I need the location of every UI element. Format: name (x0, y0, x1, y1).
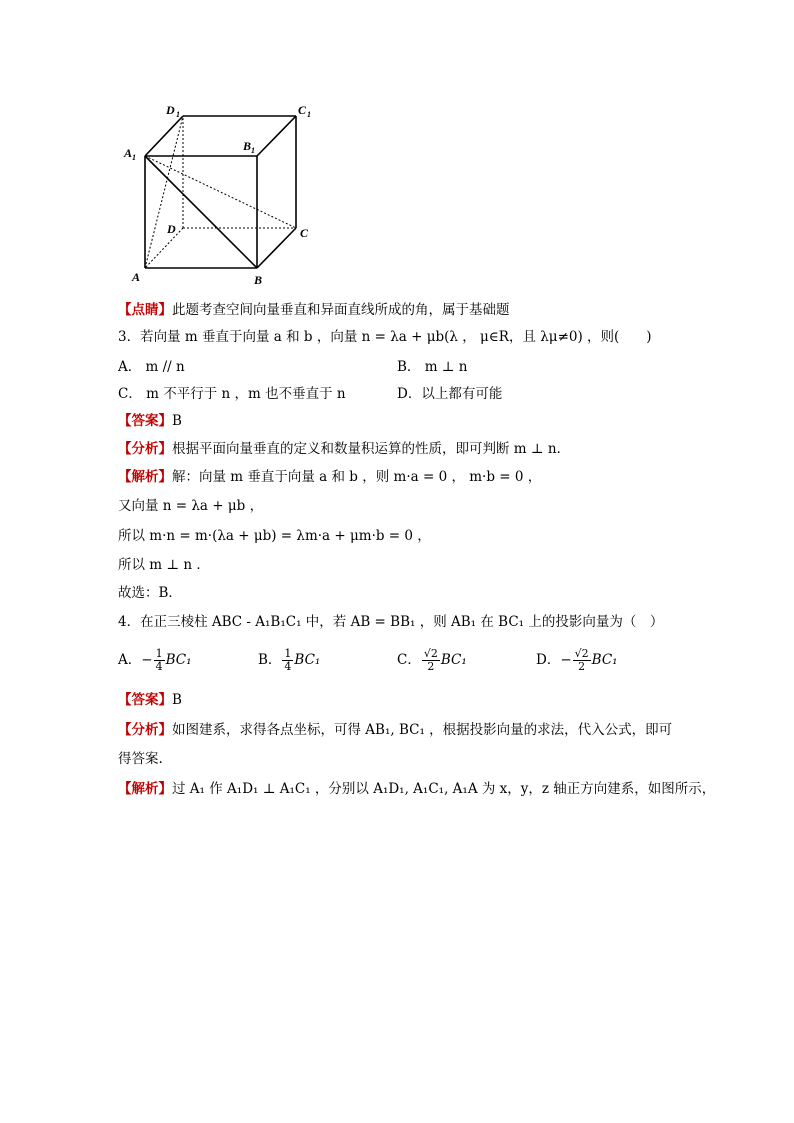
edge-d1-a1 (145, 116, 183, 156)
hidden-d-a (145, 228, 183, 268)
label-b: B (254, 273, 263, 287)
label-c1: C (298, 103, 307, 117)
q4-option-b: B． $\frac{1}{4}$ BC₁ (258, 647, 321, 673)
q4-solution: 【解析】过 A₁ 作 A₁D₁ ⊥ A₁C₁ ，分别以 A₁D₁, A₁C₁, A₁A 为 x，y，z 轴正方向建系，如图所示， (118, 781, 716, 797)
q3-analysis (118, 440, 570, 458)
label-d: D (167, 222, 176, 236)
label-b1: B (243, 139, 252, 153)
label-a: A (132, 270, 141, 284)
svg-text:1: 1 (132, 153, 136, 162)
q3-solution-line-5: 故选：B． (118, 585, 182, 601)
edge-b1-c1 (257, 116, 296, 156)
answer-tag: 【答案】 (118, 413, 172, 429)
q4-option-d: D．− $\frac{√2}{2}$ BC₁ (536, 647, 618, 673)
analysis-text: 根据平面向量垂直的定义和数量积运算的性质，即可判断 m ⊥ n． (172, 441, 571, 457)
q4-option-c: C． $\frac{√2}{2}$ BC₁ (397, 647, 467, 673)
q2-note (118, 301, 510, 319)
answer-value: B (172, 413, 182, 429)
hidden-a1-c (145, 156, 296, 228)
solution-tag: 【解析】 (118, 469, 172, 485)
q3-solution-line-4: 所以 m ⊥ n ． (118, 557, 210, 573)
note-text: 此题考查空间向量垂直和异面直线所成的角，属于基础题 (172, 302, 510, 318)
note-tag: 【点睛】 (118, 302, 172, 318)
label-d1: D (166, 103, 175, 117)
q3-solution-line-3: 所以 m·n = m·(λa + μb) = λm·a + μm·b = 0 ， (118, 528, 431, 544)
q4-analysis-line-2: 得答案. (118, 751, 163, 767)
svg-text:1: 1 (307, 110, 311, 119)
q4-option-a: A．− $\frac{1}{4}$ BC₁ (118, 647, 192, 673)
q3-option-c: C． m 不平行于 n ，m 也不垂直于 n (118, 386, 346, 402)
cube-figure (0, 0, 794, 300)
svg-text:1: 1 (251, 146, 255, 155)
q4-stem: 4．在正三棱柱 ABC - A₁B₁C₁ 中，若 AB = BB₁ ，则 AB₁ 在 BC₁ 上的投影向量为（ ） (118, 614, 664, 630)
analysis-tag: 【分析】 (118, 441, 172, 457)
label-c: C (300, 226, 309, 240)
q4-answer: 【答案】B (118, 692, 182, 708)
q3-option-a: A． m // n (118, 359, 185, 375)
q3-stem: 3．若向量 m 垂直于向量 a 和 b ，向量 n = λa + μb(λ ， μ∈R，且 λμ≠0) ，则( ) (118, 329, 652, 345)
hidden-a-d1 (145, 116, 183, 268)
diagonal-a1-b (145, 156, 257, 268)
q3-option-b: B． m ⊥ n (397, 359, 468, 375)
q3-option-d: D．以上都有可能 (397, 386, 503, 402)
q3-answer (118, 412, 182, 430)
q3-solution-line-2: 又向量 n = λa + μb ， (118, 498, 264, 514)
edge-b-c (257, 228, 296, 268)
q3-solution-line-1: 【解析】解：向量 m 垂直于向量 a 和 b ，则 m·a = 0 ， m·b = 0 ， (118, 469, 542, 485)
q4-analysis-line-1: 【分析】如图建系，求得各点坐标，可得 AB₁, BC₁ ，根据投影向量的求法，代入公式，即可 (118, 722, 673, 738)
label-a1: A (124, 146, 133, 160)
svg-text:1: 1 (176, 110, 180, 119)
